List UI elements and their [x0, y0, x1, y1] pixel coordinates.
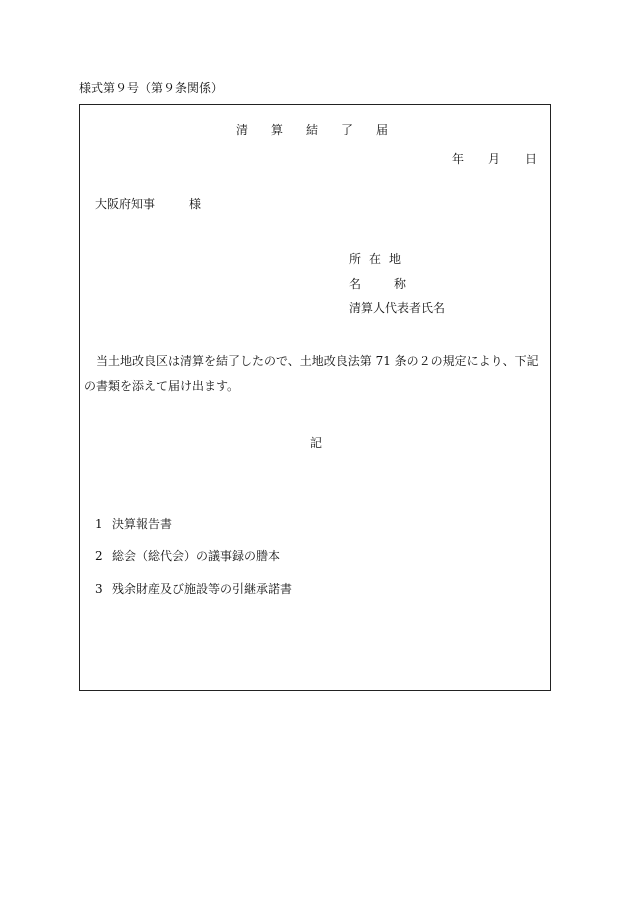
applicant-name-label: 名称 — [349, 277, 440, 291]
date-year-label: 年 — [452, 152, 465, 166]
form-number: 様式第９号（第９条関係） — [79, 81, 224, 95]
document-item-label: 残余財産及び施設等の引継承諾書 — [112, 582, 293, 596]
document-item — [95, 518, 172, 530]
ki-heading: 記 — [310, 436, 323, 450]
notification-body: 当土地改良区は清算を結了したので、土地改良法第 71 条の２の規定により、下記の書類を添えて届け出ます。 — [84, 354, 539, 393]
addressee-honorific: 様 — [189, 197, 202, 211]
document-item-label: 総会（総代会）の議事録の謄本 — [112, 549, 281, 563]
form-title: 清算結了届 — [236, 123, 412, 137]
document-item-number: 1 — [95, 517, 103, 531]
date-month-label: 月 — [488, 152, 501, 166]
liquidator-representative-label: 清算人代表者氏名 — [349, 301, 446, 315]
document-item-number: 3 — [95, 582, 103, 596]
applicant-address-label: 所在地 — [349, 252, 410, 266]
document-item — [95, 583, 292, 595]
addressee-name: 大阪府知事 — [95, 197, 156, 211]
document-item-label: 決算報告書 — [112, 517, 173, 531]
date-day-label: 日 — [525, 152, 538, 166]
document-item — [95, 550, 280, 562]
document-item-number: 2 — [95, 549, 103, 563]
